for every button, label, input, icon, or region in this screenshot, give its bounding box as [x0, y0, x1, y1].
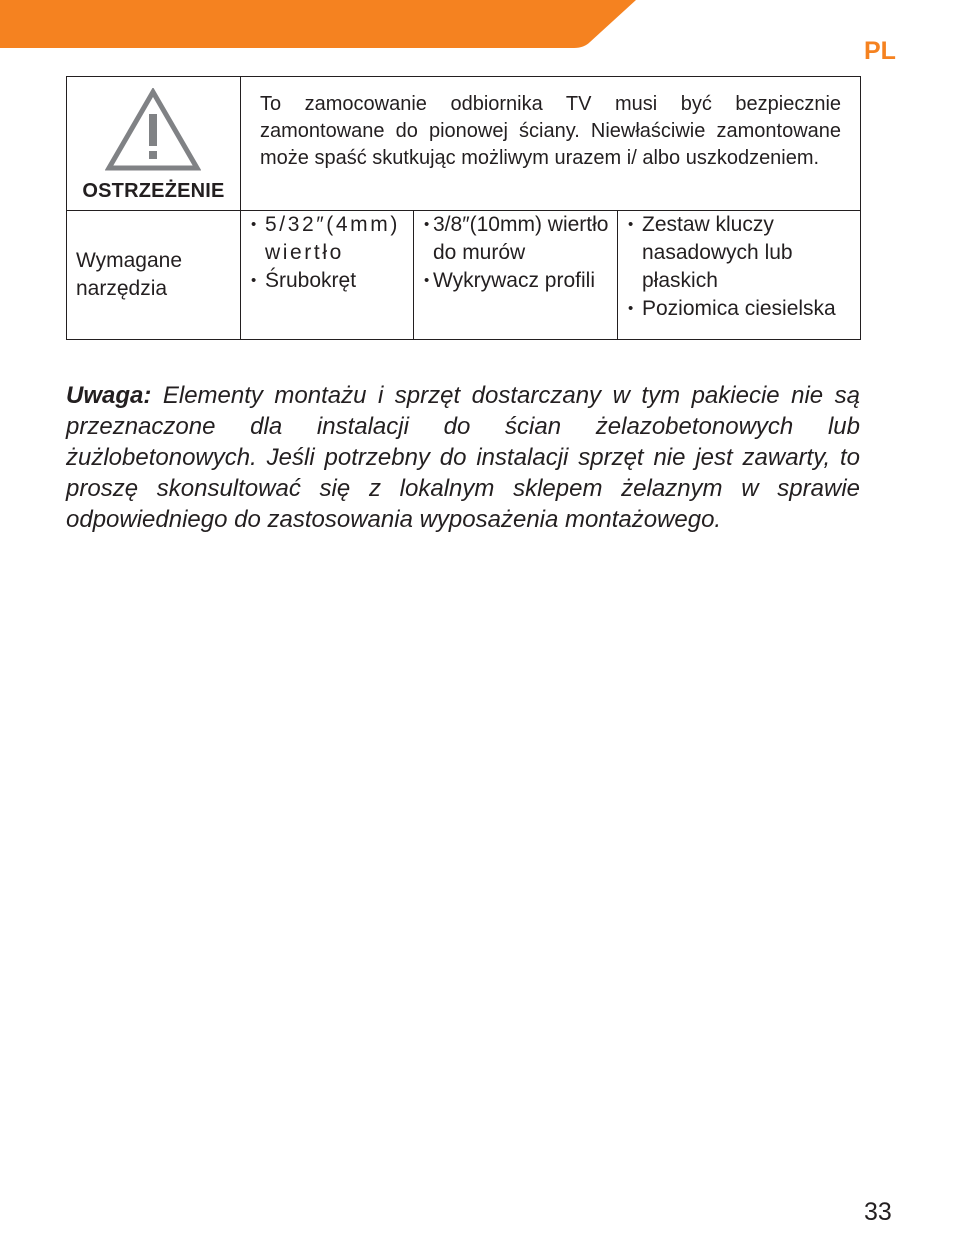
tools-column-1	[241, 211, 414, 340]
warning-label: OSTRZEŻENIE	[82, 180, 225, 202]
list-item: • 3/8″(10mm) wiertło do murów	[414, 211, 617, 267]
warning-triangle-icon	[105, 88, 201, 172]
tools-column-2	[414, 211, 618, 340]
list-item: • Zestaw kluczy nasadowych lub płaskich	[618, 211, 860, 295]
list-item: • Śrubokręt	[241, 267, 413, 295]
warning-row	[67, 77, 861, 211]
orange-header-bar	[0, 0, 640, 48]
note-lead: Uwaga:	[66, 382, 152, 409]
tools-list-3	[618, 211, 860, 323]
list-item: • Poziomica ciesielska	[618, 295, 860, 323]
page-number: 33	[864, 1198, 892, 1226]
warning-cell	[67, 77, 241, 211]
list-item: • Wykrywacz profili	[414, 267, 617, 295]
specs-table	[66, 76, 861, 340]
tools-list-1	[241, 211, 413, 295]
warning-text: To zamocowanie odbiornika TV musi być bezpiecznie zamontowane do pionowej ściany. Niewłaściwie zamontowane może spaść skutkując możliwym urazem i/ albo uszkodzeniem.	[260, 93, 842, 169]
tools-list-2	[414, 211, 617, 295]
language-code: PL	[864, 37, 896, 65]
warning-text-cell	[241, 77, 861, 211]
tools-label: Wymagane narzędzia	[76, 249, 183, 300]
tools-column-3	[618, 211, 861, 340]
tools-label-cell	[67, 211, 241, 340]
list-item: • 5/32″(4mm) wiertło	[241, 211, 413, 267]
note-text: Elementy montażu i sprzęt dostarczany w tym pakiecie nie są przeznaczone dla instalacji do ścian żelazobetonowych lub żużlobetonowych. Jeśli potrzebny do instalacji sprzęt nie jest zawarty, to proszę skonsultować się z lokalnym sklepem żelaznym w sprawie odpowiedniego do zastosowania wyposażenia montażowego.	[66, 382, 860, 533]
tools-row	[67, 211, 861, 340]
note-paragraph	[66, 380, 860, 535]
